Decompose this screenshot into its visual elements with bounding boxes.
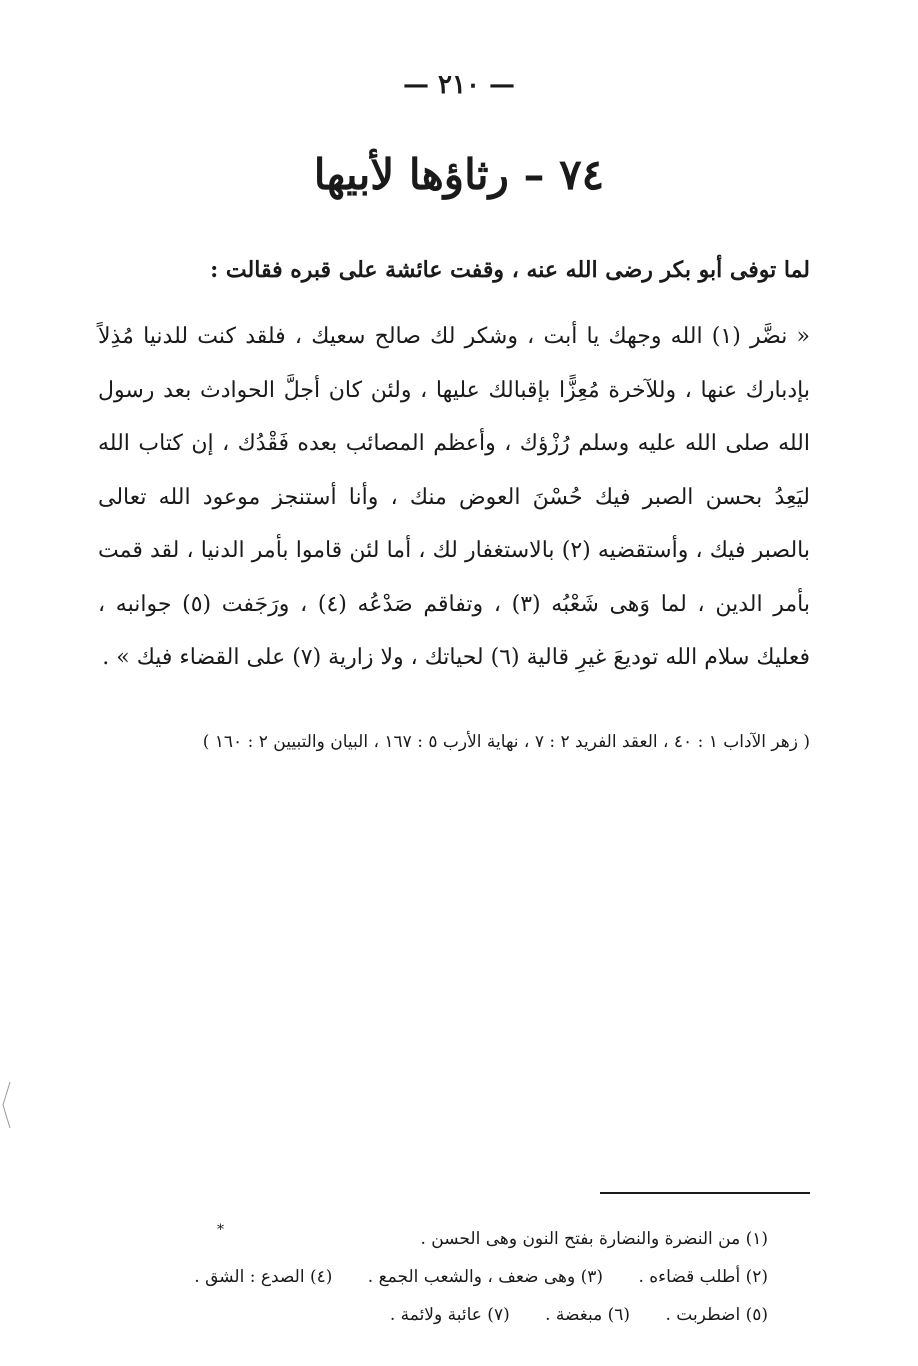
footnote-1: (١) من النضرة والنضارة بفتح النون وهى الحسن . — [420, 1229, 768, 1249]
source-citation: ( زهر الآداب ١ : ٤٠ ، العقد الفريد ٢ : ٧ ، نهاية الأرب ٥ : ١٦٧ ، البيان والتبيين ٢ : ١٦٠ ) — [202, 732, 810, 752]
footnote-row-1 — [148, 1220, 768, 1258]
footnote-row-3 — [148, 1296, 768, 1334]
page-edge-mark — [0, 1080, 12, 1130]
page-number: — ٢١٠ — — [402, 70, 516, 100]
footnote-6: (٦) مبغضة . — [545, 1305, 631, 1325]
footnote-7: (٧) عائبة ولائمة . — [389, 1305, 510, 1325]
footnote-4: (٤) الصدع : الشق . — [194, 1267, 333, 1287]
footnote-row-2 — [148, 1258, 768, 1296]
section-title: ٧٤ – رثاؤها لأبيها — [313, 150, 605, 199]
elegy-text: « نضَّر (١) الله وجهك يا أبت ، وشكر لك صالح سعيك ، فلقد كنت للدنيا مُذِلاً بإدبارك عنها ، وللآخرة مُعِزًّا بإقبالك عليها ، ولئن كان أجلَّ الحوادث بعد رسول الله صلى الله عليه وسلم رُزْؤك ، وأعظم المصائب بعده فَقْدُك ، إن كتاب الله ليَعِدُ بحسن الصبر فيك حُسْنَ العوض منك ، وأنا أستنجز موعود الله تعالى بالصبر فيك ، وأستقضيه (٢) بالاستغفار لك ، أما لئن قاموا بأمر الدنيا ، لقد قمت بأمر الدين ، لما وَهى شَعْبُه (٣) ، وتفاقم صَدْعُه (٤) ، ورَجَفت (٥) جوانبه ، فعليك سلام الله توديعَ غيرِ قالية (٦) لحياتك ، ولا زارية (٧) على القضاء فيك » . — [98, 324, 811, 670]
footnote-5: (٥) اضطربت . — [665, 1305, 768, 1325]
footnote-divider — [600, 1192, 810, 1194]
footnote-2: (٢) أطلب قضاءه . — [638, 1267, 768, 1287]
footnote-mark: * — [217, 1222, 224, 1238]
intro-line: لما توفى أبو بكر رضى الله عنه ، وقفت عائشة على قبره فقالت : — [210, 257, 810, 283]
footnotes — [148, 1220, 768, 1334]
footnote-3: (٣) وهى ضعف ، والشعب الجمع . — [367, 1267, 604, 1287]
